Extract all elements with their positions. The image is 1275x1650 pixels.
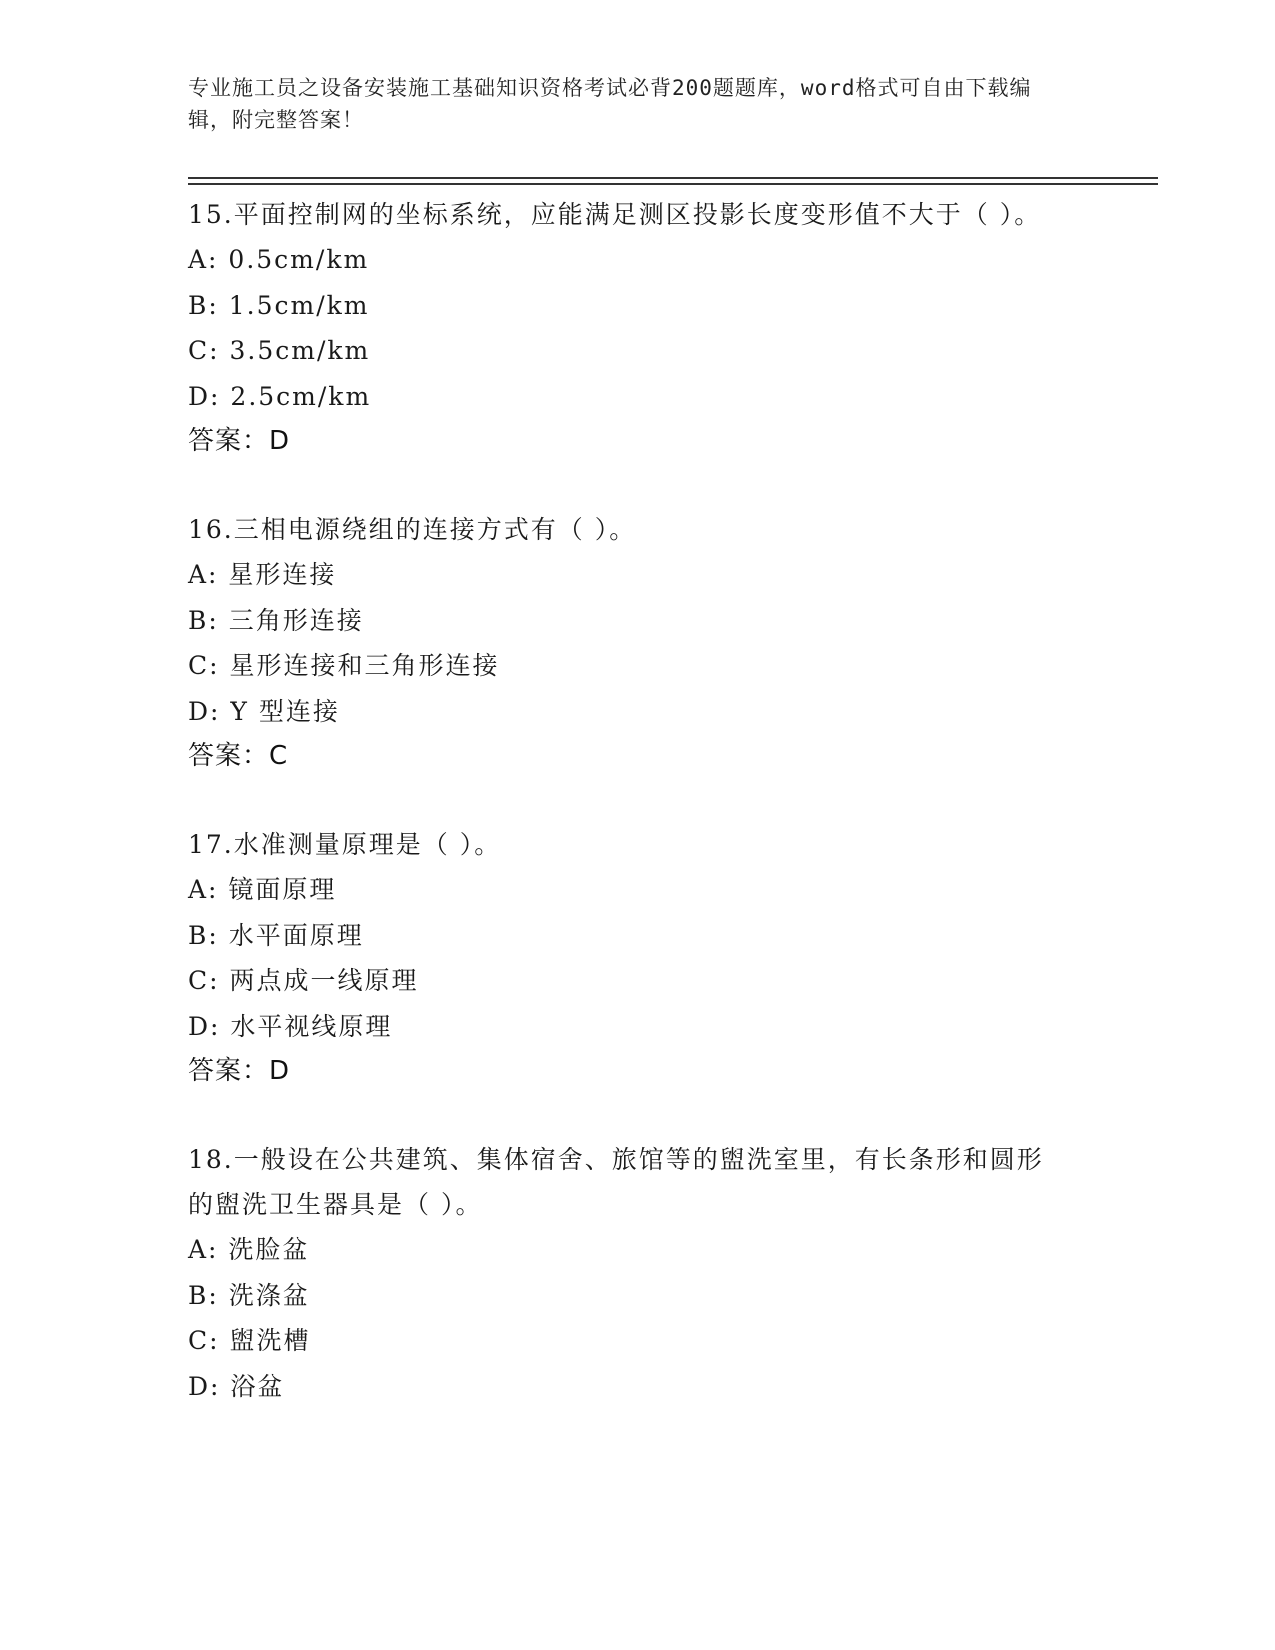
option-d: D: 浴盆 — [188, 1371, 285, 1401]
option-c: C: 两点成一线原理 — [188, 966, 419, 995]
option-b: B: 洗涤盆 — [188, 1280, 310, 1310]
option-b: B: 三角形连接 — [188, 605, 364, 635]
question-stem: 16.三相电源绕组的连接方式有（ ）。 — [188, 515, 637, 544]
option-a: A: 星形连接 — [188, 560, 337, 589]
option-b: B: 水平面原理 — [188, 920, 364, 950]
option-c: C: 星形连接和三角形连接 — [188, 651, 500, 680]
question-stem: 18.一般设在公共建筑、集体宿舍、旅馆等的盥洗室里，有长条形和圆形的盥洗卫生器具是（ ）。 — [188, 1145, 1044, 1219]
question-15 — [188, 192, 1088, 463]
question-18 — [188, 1137, 1088, 1409]
answer-label: 答案：C — [188, 741, 289, 771]
question-17 — [188, 822, 1088, 1093]
answer-label: 答案：D — [188, 1056, 291, 1086]
option-d: D: 水平视线原理 — [188, 1011, 393, 1041]
option-a: A: 0.5cm/km — [188, 245, 370, 274]
question-16 — [188, 507, 1088, 778]
option-c: C: 3.5cm/km — [188, 336, 371, 365]
option-d: D: 2.5cm/km — [188, 381, 372, 411]
option-a: A: 洗脸盆 — [188, 1235, 310, 1264]
option-a: A: 镜面原理 — [188, 875, 337, 904]
question-stem: 17.水准测量原理是（ ）。 — [188, 830, 502, 859]
answer-label: 答案：D — [188, 426, 291, 456]
header-divider-top — [188, 177, 1158, 179]
option-c: C: 盥洗槽 — [188, 1326, 311, 1355]
question-stem: 15.平面控制网的坐标系统，应能满足测区投影长度变形值不大于（ ）。 — [188, 200, 1042, 229]
document-header: 专业施工员之设备安装施工基础知识资格考试必背200题题库，word格式可自由下载编辑，附完整答案！ — [188, 76, 1032, 132]
question-list — [188, 192, 1088, 1409]
option-b: B: 1.5cm/km — [188, 290, 370, 320]
option-d: D: Y 型连接 — [188, 696, 340, 726]
header-divider-bottom — [188, 183, 1158, 185]
